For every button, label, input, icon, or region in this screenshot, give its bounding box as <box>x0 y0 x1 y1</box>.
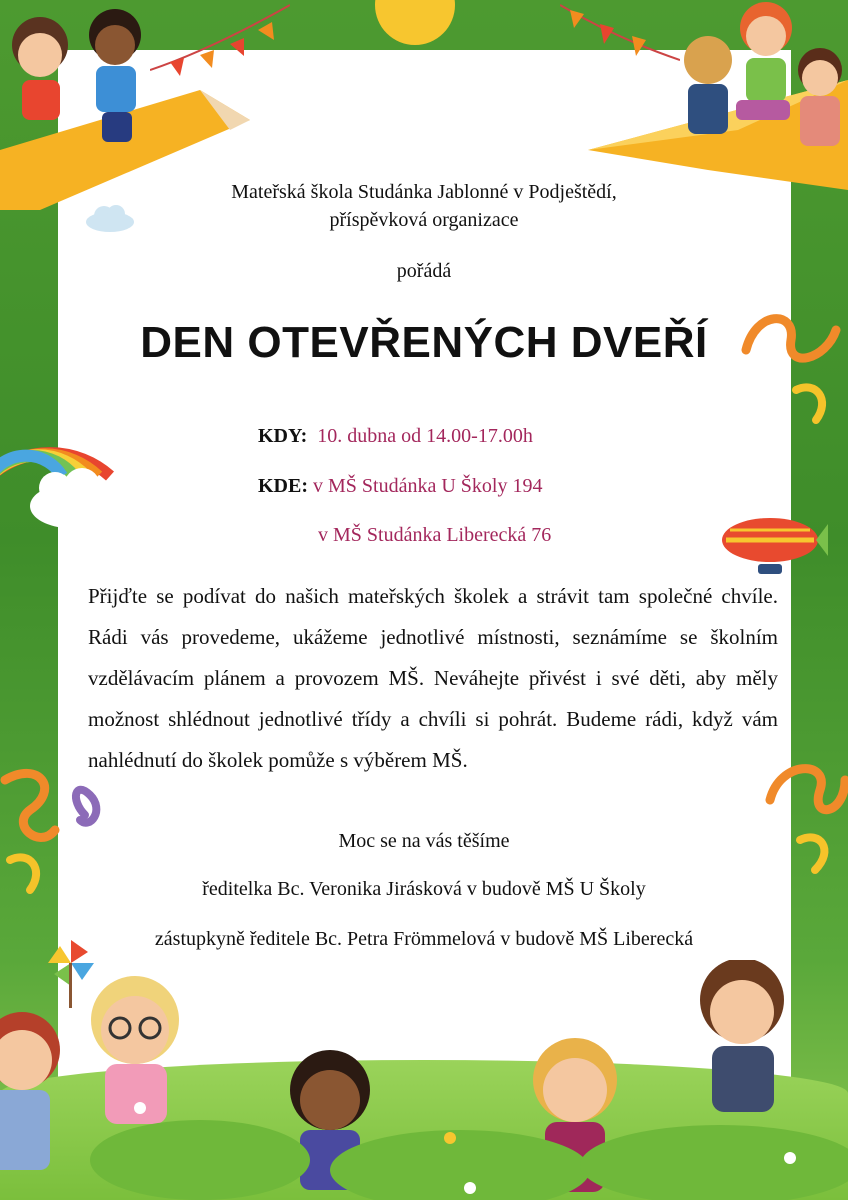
organization-line-1: Mateřská škola Studánka Jablonné v Podještědí, <box>231 181 617 203</box>
signature-director: ředitelka Bc. Veronika Jirásková v budově MŠ U Školy <box>202 878 646 900</box>
where-row-2 <box>318 524 551 547</box>
when-label: KDY: <box>258 425 308 447</box>
rainbow-icon <box>0 366 120 536</box>
when-value: 10. dubna od 14.00-17.00h <box>317 425 533 447</box>
where-label: KDE: <box>258 475 308 497</box>
children-waving <box>0 960 848 1200</box>
signature-deputy: zástupkyně ředitele Bc. Petra Frömmelová v budově MŠ Liberecká <box>154 928 694 950</box>
where-value-1: v MŠ Studánka U Školy 194 <box>313 475 543 497</box>
children-on-paper-plane <box>588 0 848 200</box>
event-title: DEN OTEVŘENÝCH DVEŘÍ <box>140 318 708 367</box>
airship-icon <box>720 510 830 580</box>
organization-name <box>0 178 848 234</box>
organization-line-2: příspěvková organizace <box>329 209 519 231</box>
invitation-paragraph: Přijďte se podívat do našich mateřských školek a strávit tam společné chvíle. Rádi vás provedeme, ukážeme jednotlivé místnosti, seznámíme se školním vzdělávacím plánem a provozem MŠ. Neváhejte přivést i své děti, aby měly možnost shlédnout jednotlivé třídy a chvíli si pohrát. Budeme rádi, když vám nahlédnutí do školek pomůže s výběrem MŠ. <box>88 584 778 772</box>
where-value-2: v MŠ Studánka Liberecká 76 <box>318 524 552 546</box>
sun-icon <box>360 0 470 70</box>
closing-text: Moc se na vás těšíme <box>338 830 510 852</box>
where-row <box>258 475 542 498</box>
when-row <box>258 425 533 448</box>
organizes-text: pořádá <box>396 260 452 282</box>
